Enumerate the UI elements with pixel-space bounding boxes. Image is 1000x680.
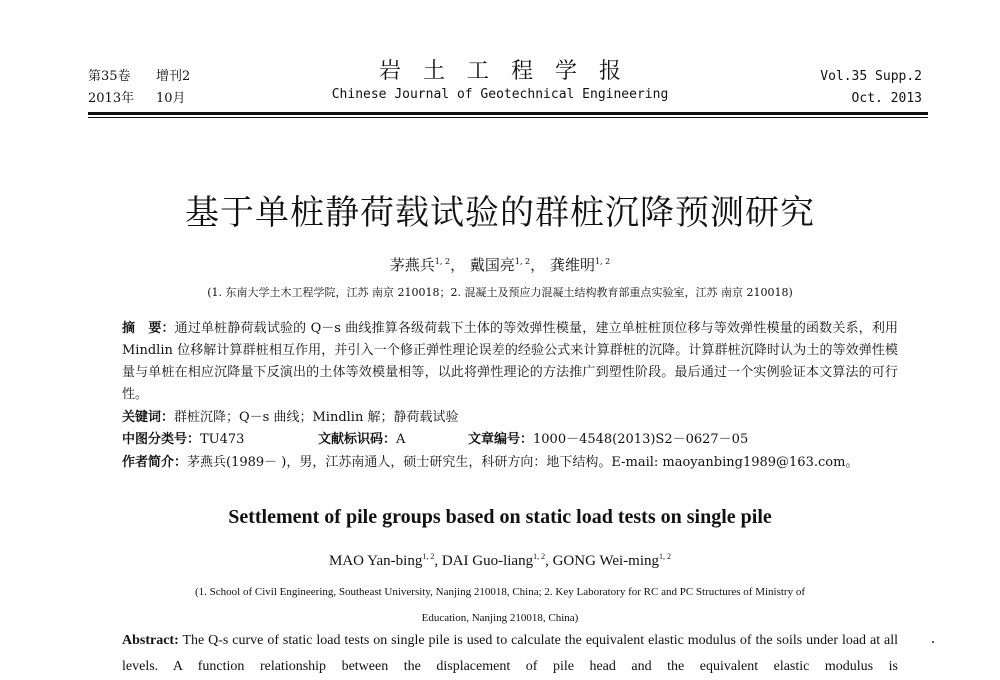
paper-title-en: Settlement of pile groups based on static load tests on single pile <box>228 506 772 528</box>
doc-code-value: A <box>396 432 406 447</box>
author-2-affil: 1, 2 <box>514 257 531 266</box>
author-3-cn: 龚维明 <box>549 256 595 274</box>
article-no-value: 1000－4548(2013)S2－0627－05 <box>533 432 749 447</box>
author-intro-label: 作者简介： <box>122 455 188 470</box>
author-2-cn: 戴国亮 <box>469 256 515 274</box>
author-1-en: MAO Yan-bing <box>328 553 423 569</box>
author-separator-en: , <box>434 553 442 569</box>
classification-line <box>122 429 748 451</box>
header-volume-line <box>88 66 190 88</box>
author-intro <box>122 452 898 474</box>
keywords-cn <box>122 407 898 429</box>
month: 10月 <box>156 91 186 106</box>
journal-masthead <box>290 58 710 104</box>
affiliation-en <box>140 579 860 631</box>
volume: 第35卷 <box>88 69 131 84</box>
affiliation-cn: (1. 东南大学土木工程学院，江苏 南京 210018；2. 混凝土及预应力混凝土结构教育部重点实验室，江苏 南京 210018) <box>207 286 793 299</box>
abstract-en-text: The Q-s curve of static load tests on single pile is used to calculate the equivalent elastic modulus of the soils under load at all levels. A function relationship between the displacement of pile head and the equivalent elastic modulus is <box>122 633 898 674</box>
abstract-cn-label: 摘 要： <box>122 321 175 336</box>
clc-label: 中图分类号： <box>122 432 201 447</box>
keywords-cn-label: 关键词： <box>122 410 175 425</box>
scan-speck <box>932 641 934 643</box>
header-right <box>820 66 922 110</box>
abstract-en-label: Abstract: <box>122 633 179 648</box>
author-2-en: DAI Guo-liang <box>441 553 534 569</box>
author-2-affil-en: 1, 2 <box>533 552 546 561</box>
author-intro-text: 茅燕兵(1989－ )，男，江苏南通人，硕士研究生，科研方向：地下结构。E-mail: maoyanbing1989@163.com。 <box>187 455 859 470</box>
journal-title-cn: 岩土工程学报 <box>378 59 643 84</box>
abstract-en <box>122 628 898 680</box>
header-date-line <box>88 88 190 110</box>
header-rule-thin <box>88 117 928 118</box>
author-separator-en: , <box>545 553 553 569</box>
author-separator: ， <box>450 256 466 274</box>
paper-title-cn: 基于单桩静荷载试验的群桩沉降预测研究 <box>185 193 815 233</box>
journal-title-en: Chinese Journal of Geotechnical Engineering <box>331 87 669 102</box>
header-rule-thick <box>88 112 928 115</box>
affiliation-en-line1: (1. School of Civil Engineering, Southeast University, Nanjing 210018, China; 2. Key Laboratory for RC and PC Structures of Ministry of <box>194 586 806 598</box>
author-1-affil-en: 1, 2 <box>422 552 435 561</box>
author-3-affil-en: 1, 2 <box>659 552 671 561</box>
volume-en: Vol.35 Supp.2 <box>820 69 922 84</box>
date-en: Oct. 2013 <box>851 91 922 106</box>
keywords-cn-text: 群桩沉降；Q－s 曲线；Mindlin 解；静荷载试验 <box>174 410 459 425</box>
author-separator: ， <box>530 256 546 274</box>
issue: 增刊2 <box>156 69 191 84</box>
year: 2013年 <box>88 91 135 106</box>
author-1-affil: 1, 2 <box>434 257 451 266</box>
doc-code-label: 文献标识码： <box>318 432 397 447</box>
clc-value: TU473 <box>200 432 245 447</box>
header-left <box>88 66 190 110</box>
article-no-label: 文章编号： <box>468 432 534 447</box>
author-1-cn: 茅燕兵 <box>389 256 435 274</box>
author-3-affil: 1, 2 <box>594 257 611 266</box>
authors-cn <box>0 254 1000 275</box>
affiliation-en-line2: Education, Nanjing 210018, China) <box>421 612 579 624</box>
abstract-cn-text: 通过单桩静荷载试验的 Q－s 曲线推算各级荷载下土体的等效弹性模量，建立单桩桩顶位移与等效弹性模量的函数关系，利用 Mindlin 位移解计算群桩相互作用，并引入一个修正弹性理论误差的经验公式来计算群桩的沉降。计算群桩沉降时认为土的等效弹性模量与单桩在相应沉降量下反演出的土体等效模量相等，以此将弹性理论的方法推广到塑性阶段。最后通过一个实例验证本文算法的可行性。 <box>122 321 898 402</box>
authors-en <box>0 552 1000 570</box>
abstract-cn <box>122 318 898 406</box>
author-3-en: GONG Wei-ming <box>552 553 659 569</box>
